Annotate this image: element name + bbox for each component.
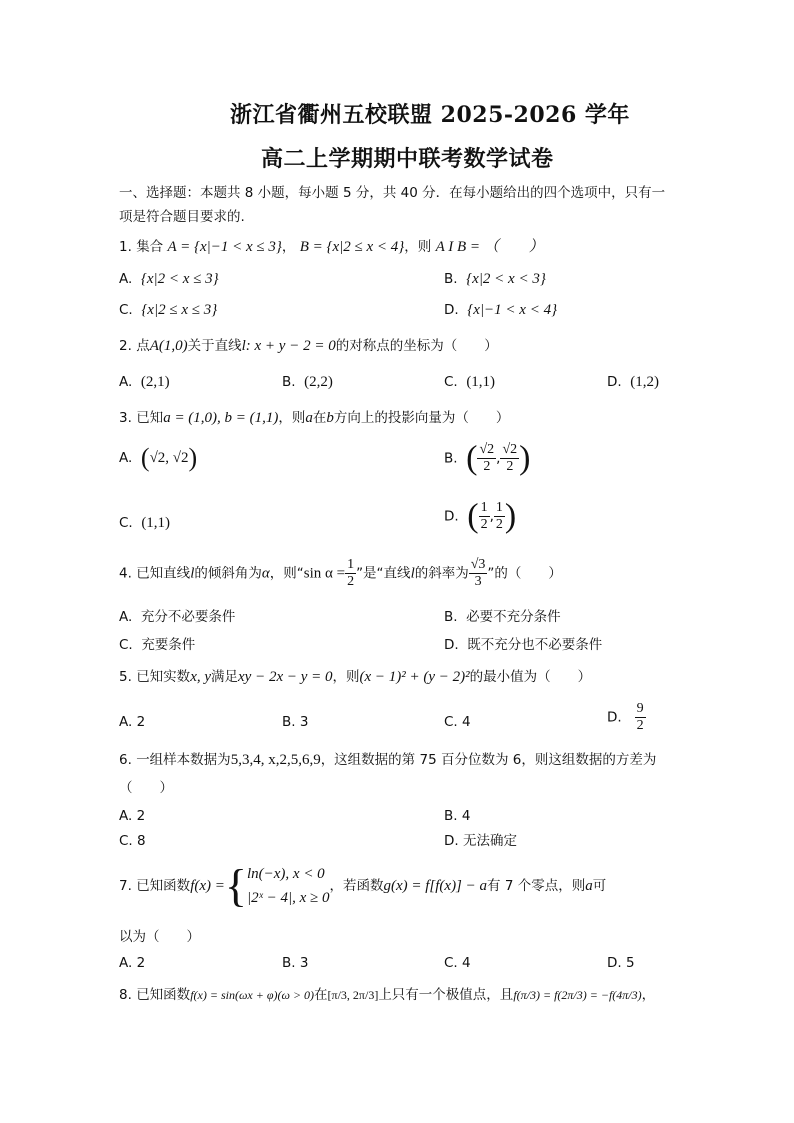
question-number: 2.: [119, 338, 132, 354]
question-number: 3.: [119, 410, 132, 426]
option-text: (2,1): [140, 374, 170, 390]
title-line-1: 浙江省衢州五校联盟 2025-2026 学年: [230, 102, 630, 128]
question-text: ”是“直线: [356, 565, 411, 582]
option-label: D.: [444, 833, 459, 849]
option-text: 既不充分也不必要条件: [467, 637, 603, 653]
math-expression: A = {x|−1 < x ≤ 3}: [167, 239, 282, 255]
option-7c: [444, 953, 471, 973]
math-expression: l: x + y − 2 = 0: [241, 338, 336, 354]
fraction: $\frac{√2}{2}$: [502, 442, 518, 474]
option-2d: [607, 372, 659, 392]
question-text: ，则: [404, 239, 432, 255]
math-expression: a: [585, 878, 593, 894]
question-text: ，则: [278, 410, 306, 426]
option-1d: [444, 300, 557, 320]
question-7: [119, 862, 606, 912]
fraction: $\frac{1}{2}$: [495, 500, 503, 532]
paren-right: ): [519, 439, 531, 477]
option-text: (2,2): [304, 374, 333, 390]
question-text: 的对称点的坐标为（ ）: [335, 338, 498, 354]
option-label: C.: [119, 637, 133, 653]
question-text: 已知实数: [136, 669, 191, 685]
option-text: 4: [461, 808, 471, 824]
option-text: 充分不必要条件: [140, 609, 236, 625]
option-label: D.: [607, 955, 622, 971]
question-number: 6.: [119, 752, 132, 768]
option-label: C.: [444, 714, 458, 730]
math-expression: A(1,0): [149, 338, 188, 354]
paren-left: (: [467, 497, 479, 535]
option-6c: [119, 831, 146, 851]
question-text: 已知函数: [136, 987, 191, 1003]
option-text: {x|2 ≤ x ≤ 3}: [141, 302, 218, 318]
option-3a: [119, 443, 198, 472]
option-label: D.: [444, 508, 459, 525]
question-text: 已知函数: [136, 878, 191, 894]
option-6a: [119, 806, 145, 826]
question-text: ，则: [332, 669, 360, 685]
option-label: C.: [444, 374, 458, 390]
option-text: 必要不充分条件: [466, 609, 561, 625]
paren-left: (: [140, 443, 150, 472]
option-5a: [119, 712, 145, 732]
question-number: 8.: [119, 987, 132, 1003]
option-2c: [444, 372, 495, 392]
paren-right: ): [188, 443, 198, 472]
option-label: A.: [119, 955, 133, 971]
math-expression: a: [305, 410, 313, 426]
question-text: ，: [641, 987, 656, 1003]
option-text: 8: [137, 833, 146, 849]
question-text: ，若函数: [329, 878, 384, 894]
option-text: (1,2): [630, 374, 660, 390]
question-text: 有 7 个零点，则: [487, 878, 586, 894]
math-expression: a = (1,0), b = (1,1): [163, 410, 279, 426]
option-label: B.: [282, 374, 296, 390]
question-text: ”的（ ）: [487, 565, 562, 582]
math-expression: sin α =: [303, 565, 346, 582]
option-label: B.: [282, 714, 296, 730]
option-text: 3: [299, 714, 309, 730]
question-text: ，则“: [269, 565, 304, 582]
question-4: [119, 557, 562, 590]
section-intro-line-1: 一、选择题：本题共 8 小题，每小题 5 分，共 40 分．在每小题给出的四个选项中，只有一: [119, 185, 666, 201]
option-label: B.: [282, 955, 296, 971]
question-number: 4.: [119, 565, 132, 582]
question-text: 的倾斜角为: [194, 565, 262, 582]
option-7a: [119, 953, 145, 973]
option-2b: [282, 372, 333, 392]
question-6-paren: （ ）: [119, 780, 173, 796]
fraction: $\frac{√3}{3}$: [470, 557, 486, 589]
math-expression: B = {x|2 ≤ x < 4}: [299, 239, 405, 255]
option-7b: [282, 953, 308, 973]
question-text: 已知: [136, 410, 164, 426]
option-label: B.: [444, 450, 458, 467]
option-1b: [444, 269, 546, 289]
option-4c: [119, 635, 195, 655]
question-text: 已知直线: [136, 565, 191, 582]
option-label: B.: [444, 609, 458, 625]
math-expression: l: [190, 565, 195, 582]
question-2: [119, 336, 498, 356]
option-text: 3: [299, 955, 309, 971]
option-text: 2: [136, 808, 146, 824]
question-text: 集合: [136, 239, 164, 255]
option-label: A.: [119, 374, 133, 390]
option-text: {x|−1 < x < 4}: [467, 302, 558, 318]
question-text: 满足: [211, 669, 239, 685]
question-text: 在: [314, 987, 328, 1003]
math-expression: f(x) =: [190, 878, 225, 894]
option-text: 4: [462, 714, 471, 730]
math-expression: xy − 2x − y = 0: [238, 669, 333, 685]
option-text: √2, √2: [149, 450, 189, 466]
math-expression: f(x) = sin(ωx + φ)(ω > 0): [190, 988, 315, 1002]
math-expression: [π/3, 2π/3]: [327, 988, 379, 1002]
option-4b: [444, 607, 561, 627]
option-label: A.: [119, 808, 133, 824]
question-text: ，: [281, 239, 296, 255]
option-label: D.: [607, 709, 622, 726]
section-intro-line-2: 项是符合题目要求的.: [119, 209, 245, 225]
option-label: D.: [444, 302, 459, 318]
option-text: 5: [625, 955, 635, 971]
question-text: 可: [592, 878, 607, 894]
option-label: A.: [119, 714, 133, 730]
math-expression: α: [261, 565, 270, 582]
option-text: {x|2 < x ≤ 3}: [140, 271, 219, 287]
option-2a: [119, 372, 170, 392]
math-expression: b: [326, 410, 334, 426]
option-text: (1,1): [466, 374, 496, 390]
option-label: B.: [444, 808, 458, 824]
option-5b: [282, 712, 308, 732]
option-text: 无法确定: [462, 833, 517, 849]
fraction: $\frac{1}{2}$: [347, 557, 355, 589]
piecewise-cases: [247, 862, 330, 910]
fraction: $\frac{√2}{2}$: [479, 442, 495, 474]
option-7d: [607, 953, 635, 973]
math-expression: g(x) = f[f(x)] − a: [383, 878, 488, 894]
question-text: 在: [312, 410, 327, 426]
question-text: 一组样本数据为: [136, 752, 231, 768]
math-expression: 5,3,4, x,2,5,6,9: [230, 752, 321, 768]
option-4d: [444, 635, 602, 655]
question-8: [119, 985, 655, 1005]
option-label: B.: [444, 271, 458, 287]
option-3d: D. ( $\frac{1}{2}$ , $\frac{1}{2}$ ): [444, 497, 517, 535]
question-6: [119, 750, 656, 770]
option-label: C.: [119, 833, 133, 849]
question-text: 关于直线: [187, 338, 242, 354]
question-text: 上只有一个极值点，且: [378, 987, 514, 1003]
math-expression: x, y: [190, 669, 212, 685]
question-number: 1.: [119, 239, 132, 255]
paren-left: (: [466, 439, 478, 477]
case-1: ln(−x), x < 0: [246, 866, 325, 882]
question-7-cont: 以为（ ）: [119, 929, 200, 945]
fraction: $\frac{1}{2}$: [480, 500, 488, 532]
option-text: 2: [136, 955, 146, 971]
paren-right: ): [504, 497, 517, 535]
question-3: [119, 408, 509, 428]
option-1c: [119, 300, 217, 320]
option-3b: B. ( $\frac{√2}{2}$ , $\frac{√2}{2}$ ): [444, 439, 531, 477]
option-text: 充要条件: [141, 637, 196, 653]
piecewise-brace: {: [224, 860, 247, 911]
option-6b: [444, 806, 470, 826]
question-text: 的斜率为: [414, 565, 469, 582]
option-5d: [607, 701, 646, 734]
option-4a: [119, 607, 235, 627]
question-number: 5.: [119, 669, 132, 685]
option-label: D.: [607, 374, 622, 390]
question-text: 点: [136, 338, 150, 354]
question-text: 方向上的投影向量为（ ）: [333, 410, 510, 426]
option-text: (1,1): [141, 515, 171, 531]
title-line-2: 高二上学期期中联考数学试卷: [261, 146, 554, 172]
math-expression: A I B = （ ）: [435, 239, 544, 255]
option-label: A.: [119, 609, 133, 625]
option-5c: [444, 712, 471, 732]
option-label: C.: [119, 302, 133, 318]
math-expression: (x − 1)² + (y − 2)²: [359, 669, 470, 685]
option-label: C.: [444, 955, 458, 971]
option-6d: [444, 831, 517, 851]
case-2: |2ˣ − 4|, x ≥ 0: [246, 890, 330, 906]
question-text: 的最小值为（ ）: [469, 669, 592, 685]
question-text: ，这组数据的第 75 百分位数为 6，则这组数据的方差为: [320, 752, 657, 768]
math-expression: l: [410, 565, 415, 582]
question-5: [119, 667, 591, 687]
option-label: A.: [119, 450, 133, 466]
question-1: [119, 237, 544, 257]
option-label: A.: [119, 271, 133, 287]
option-1a: [119, 269, 219, 289]
option-3c: [119, 513, 170, 533]
option-label: C.: [119, 515, 133, 531]
option-label: D.: [444, 637, 459, 653]
math-expression: f(π/3) = f(2π/3) = −f(4π/3): [513, 988, 642, 1002]
question-number: 7.: [119, 878, 132, 894]
option-text: 4: [462, 955, 471, 971]
fraction: $\frac{9}{2}$: [636, 701, 644, 733]
option-text: 2: [136, 714, 146, 730]
option-text: {x|2 < x < 3}: [466, 271, 546, 287]
